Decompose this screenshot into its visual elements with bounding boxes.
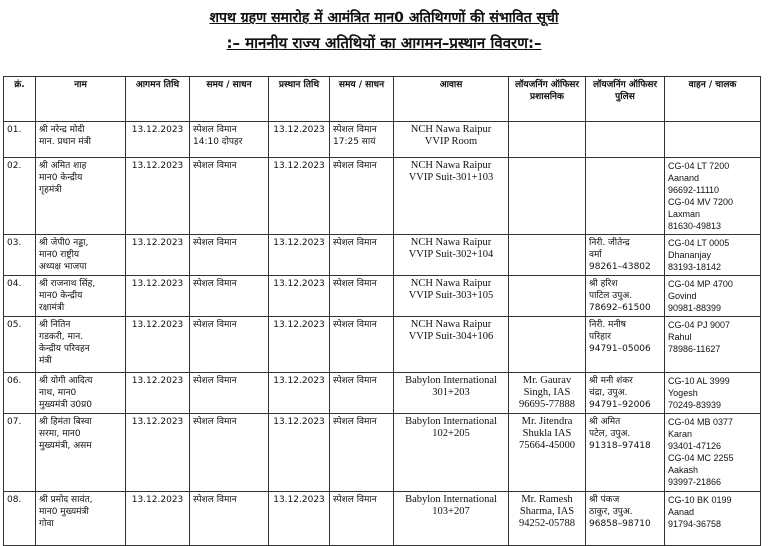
cell-departure-date: 13.12.2023 [269, 276, 330, 317]
table-row [4, 373, 761, 414]
cell-arrival-mode [190, 373, 269, 414]
cell-vehicle-line: 91794-36758 [668, 519, 722, 529]
cell-sno: 08. [4, 492, 36, 546]
cell-name-line: मुख्यमंत्री उ0प्र0 [39, 400, 92, 410]
cell-name-line: श्री योगी आदित्य [39, 376, 93, 386]
cell-departure-mode [330, 276, 394, 317]
cell-vehicle-line: 83193-18142 [668, 262, 722, 272]
cell-vehicle-line: Dhananjay [668, 250, 712, 260]
cell-stay [394, 373, 509, 414]
cell-liaison-police-line: 91318–97418 [589, 441, 651, 451]
column-header-vehicle: वाहन / चालक [665, 77, 761, 122]
cell-departure-mode-line: 17:25 सायं [333, 137, 376, 147]
cell-vehicle-line: CG-10 BK 0199 [668, 495, 732, 505]
cell-name-line: मान0 मुख्यमंत्री [39, 507, 89, 517]
cell-stay-line: Babylon International [405, 494, 497, 505]
cell-departure-date: 13.12.2023 [269, 317, 330, 373]
column-header-departure-mode: समय / साधन [330, 77, 394, 122]
cell-arrival-mode [190, 235, 269, 276]
cell-liaison-admin-line: Mr. Gaurav [522, 375, 572, 386]
cell-arrival-date: 13.12.2023 [126, 317, 190, 373]
cell-vehicle [665, 492, 761, 546]
cell-sno: 02. [4, 158, 36, 235]
cell-departure-mode-line: स्पेशल विमान [333, 161, 377, 171]
cell-liaison-admin-line: Sharma, IAS [519, 506, 575, 517]
cell-vehicle-line: Aanand [668, 173, 700, 183]
cell-arrival-mode [190, 492, 269, 546]
cell-sno: 04. [4, 276, 36, 317]
cell-departure-mode [330, 317, 394, 373]
cell-liaison-admin [509, 122, 586, 158]
column-header-stay: आवास [394, 77, 509, 122]
cell-liaison-police-line: पटेल, उपुअ. [589, 429, 631, 439]
column-header-arrival-mode: समय / साधन [190, 77, 269, 122]
cell-arrival-date: 13.12.2023 [126, 158, 190, 235]
cell-arrival-date: 13.12.2023 [126, 373, 190, 414]
cell-liaison-police-line: परिहार [589, 332, 611, 342]
cell-liaison-police [586, 122, 665, 158]
cell-liaison-admin-line: Shukla IAS [522, 428, 572, 439]
cell-name-line: श्री प्रमोद सावंत, [39, 495, 93, 505]
table-row [4, 414, 761, 492]
cell-departure-mode-line: स्पेशल विमान [333, 376, 377, 386]
cell-arrival-date: 13.12.2023 [126, 414, 190, 492]
cell-vehicle [665, 158, 761, 235]
cell-liaison-admin-line: 94252-05788 [519, 518, 575, 529]
cell-arrival-mode-line: स्पेशल विमान [193, 238, 237, 248]
cell-name [36, 414, 126, 492]
cell-liaison-police-line: ठाकुर, उपुअ. [589, 507, 633, 517]
cell-liaison-police-line: चंद्रा, उपुअ. [589, 388, 628, 398]
cell-name [36, 158, 126, 235]
cell-vehicle-line: CG-04 LT 7200 [668, 161, 730, 171]
cell-arrival-mode [190, 317, 269, 373]
cell-arrival-mode [190, 276, 269, 317]
cell-liaison-police-line: श्री अमित [589, 417, 621, 427]
cell-liaison-admin-line: 96695-77888 [519, 399, 575, 410]
cell-stay-line: VVIP Suit-302+104 [408, 249, 494, 260]
cell-departure-mode [330, 373, 394, 414]
cell-liaison-police [586, 414, 665, 492]
cell-liaison-police [586, 276, 665, 317]
cell-name-line: मंत्री [39, 356, 52, 366]
cell-name [36, 492, 126, 546]
cell-liaison-admin-line: Mr. Jitendra [521, 416, 573, 427]
cell-departure-mode-line: स्पेशल विमान [333, 279, 377, 289]
cell-stay [394, 276, 509, 317]
cell-arrival-mode [190, 414, 269, 492]
cell-vehicle-line: Yogesh [668, 388, 698, 398]
cell-arrival-mode-line: स्पेशल विमान [193, 495, 237, 505]
cell-vehicle-line: CG-04 MP 4700 [668, 279, 733, 289]
cell-liaison-police [586, 235, 665, 276]
cell-vehicle-line: Aanad [668, 507, 695, 517]
cell-liaison-admin [509, 235, 586, 276]
guest-schedule-table [3, 76, 761, 546]
cell-departure-date: 13.12.2023 [269, 492, 330, 546]
cell-departure-date: 13.12.2023 [269, 373, 330, 414]
cell-vehicle-line: 96692-11110 [668, 185, 720, 195]
cell-arrival-mode-line: स्पेशल विमान [193, 161, 237, 171]
cell-name-line: मान0 राष्ट्रीय [39, 250, 80, 260]
cell-departure-mode [330, 492, 394, 546]
cell-stay-line: VVIP Suit-304+106 [408, 331, 494, 342]
cell-stay [394, 235, 509, 276]
cell-departure-mode-line: स्पेशल विमान [333, 238, 377, 248]
cell-vehicle [665, 122, 761, 158]
cell-liaison-police [586, 373, 665, 414]
cell-arrival-mode-line: स्पेशल विमान [193, 376, 237, 386]
cell-name-line: गृहमंत्री [39, 185, 62, 195]
cell-liaison-police-line: 78692–61500 [589, 303, 651, 313]
cell-sno: 05. [4, 317, 36, 373]
cell-name [36, 122, 126, 158]
cell-vehicle-line: 78986-11627 [668, 344, 721, 354]
cell-name-line: मान0 केन्द्रीय [39, 291, 83, 301]
cell-liaison-admin-line: Mr. Ramesh [521, 494, 573, 505]
cell-stay-line: NCH Nawa Raipur [410, 278, 492, 289]
cell-arrival-mode-line: स्पेशल विमान [193, 417, 237, 427]
cell-sno: 01. [4, 122, 36, 158]
cell-name [36, 235, 126, 276]
cell-vehicle-line: 93401-47126 [668, 441, 722, 451]
cell-sno: 07. [4, 414, 36, 492]
cell-liaison-admin [509, 492, 586, 546]
cell-liaison-police-line: निरी. जीतेन्द्र [589, 238, 630, 248]
cell-stay [394, 158, 509, 235]
cell-vehicle [665, 373, 761, 414]
cell-liaison-admin [509, 414, 586, 492]
table-row [4, 317, 761, 373]
cell-vehicle-line: Govind [668, 291, 697, 301]
cell-liaison-police-line: पाटिल उपुअ. [589, 291, 633, 301]
cell-liaison-police-line: निरी. मनीष [589, 320, 626, 330]
cell-liaison-police-line: 96858–98710 [589, 519, 651, 529]
cell-stay-line: NCH Nawa Raipur [410, 319, 492, 330]
cell-arrival-date: 13.12.2023 [126, 122, 190, 158]
cell-liaison-admin [509, 373, 586, 414]
cell-departure-date: 13.12.2023 [269, 235, 330, 276]
cell-liaison-police-line: 94791–92006 [589, 400, 651, 410]
cell-departure-mode [330, 235, 394, 276]
cell-liaison-admin [509, 317, 586, 373]
cell-liaison-police [586, 317, 665, 373]
cell-liaison-police [586, 492, 665, 546]
cell-name [36, 276, 126, 317]
cell-arrival-mode-line: स्पेशल विमान [193, 125, 237, 135]
column-header-liaison-police: लॉयजनिंग ऑफिसर पुलिस [586, 77, 665, 122]
cell-departure-mode [330, 122, 394, 158]
cell-departure-date: 13.12.2023 [269, 414, 330, 492]
table-header-row [4, 77, 761, 122]
cell-stay-line: 103+207 [432, 506, 470, 517]
cell-departure-mode [330, 414, 394, 492]
cell-name [36, 317, 126, 373]
cell-name-line: सरमा, मान0 [39, 429, 81, 439]
cell-liaison-police-line: 94791–05006 [589, 344, 651, 354]
cell-vehicle-line: CG-10 AL 3999 [668, 376, 730, 386]
table-row [4, 276, 761, 317]
cell-stay [394, 317, 509, 373]
cell-stay-line: VVIP Suit-301+103 [408, 172, 494, 183]
cell-arrival-mode [190, 122, 269, 158]
column-header-sno: क्रं. [4, 77, 36, 122]
table-row [4, 158, 761, 235]
cell-vehicle [665, 317, 761, 373]
cell-name-line: श्री नितिन [39, 320, 71, 330]
cell-liaison-police-line: श्री पंकज [589, 495, 620, 505]
cell-vehicle [665, 276, 761, 317]
cell-liaison-admin [509, 276, 586, 317]
cell-liaison-admin-line: 75664-45000 [519, 440, 575, 451]
cell-name-line: मुख्यमंत्री, असम [39, 441, 92, 451]
cell-name-line: श्री नरेन्द्र मोदी [39, 125, 85, 135]
cell-name-line: नाथ, मान0 [39, 388, 77, 398]
cell-sno: 03. [4, 235, 36, 276]
cell-vehicle-line: CG-04 MB 0377 [668, 417, 734, 427]
cell-stay [394, 414, 509, 492]
cell-name-line: श्री जेपी0 नड्डा, [39, 238, 89, 248]
cell-stay [394, 492, 509, 546]
column-header-departure-date: प्रस्थान तिथि [269, 77, 330, 122]
cell-vehicle-line: 93997-21866 [668, 477, 722, 487]
table-body [4, 122, 761, 546]
cell-departure-mode-line: स्पेशल विमान [333, 320, 377, 330]
cell-liaison-admin-line: Singh, IAS [523, 387, 571, 398]
cell-arrival-mode-line: स्पेशल विमान [193, 279, 237, 289]
cell-vehicle-line: Laxman [668, 209, 701, 219]
cell-vehicle-line: Rahul [668, 332, 692, 342]
cell-liaison-admin [509, 158, 586, 235]
cell-stay-line: NCH Nawa Raipur [410, 237, 492, 248]
cell-arrival-date: 13.12.2023 [126, 235, 190, 276]
table-row [4, 492, 761, 546]
cell-name-line: श्री हिमंता बिस्वा [39, 417, 92, 427]
cell-name-line: श्री अमित शाह [39, 161, 87, 171]
cell-arrival-mode [190, 158, 269, 235]
column-header-name: नाम [36, 77, 126, 122]
cell-stay-line: NCH Nawa Raipur [410, 160, 492, 171]
cell-departure-mode [330, 158, 394, 235]
cell-liaison-police-line: 98261–43802 [589, 262, 651, 272]
cell-departure-mode-line: स्पेशल विमान [333, 125, 377, 135]
cell-stay-line: VVIP Suit-303+105 [408, 290, 494, 301]
table-row [4, 235, 761, 276]
document-title: शपथ ग्रहण समारोह में आमंत्रित मान0 अतिथिगणों की संभावित सूची [209, 10, 559, 26]
cell-vehicle-line: CG-04 MC 2255 [668, 453, 734, 463]
cell-liaison-police-line: श्री हरिश [589, 279, 618, 289]
cell-stay-line: VVIP Room [424, 136, 478, 147]
cell-name-line: मान0 केन्द्रीय [39, 173, 83, 183]
cell-stay [394, 122, 509, 158]
column-header-arrival-date: आगमन तिथि [126, 77, 190, 122]
cell-name [36, 373, 126, 414]
cell-name-line: केन्द्रीय परिवहन [39, 344, 90, 354]
cell-departure-date: 13.12.2023 [269, 122, 330, 158]
cell-liaison-police-line: श्री मनी शंकर [589, 376, 633, 386]
cell-vehicle-line: 70249-83939 [668, 400, 722, 410]
cell-vehicle-line: 90981-88399 [668, 303, 722, 313]
cell-vehicle-line: 81630-49813 [668, 221, 722, 231]
cell-liaison-police [586, 158, 665, 235]
cell-departure-mode-line: स्पेशल विमान [333, 417, 377, 427]
cell-stay-line: 301+203 [432, 387, 470, 398]
cell-name-line: गडकरी, मान. [39, 332, 84, 342]
cell-stay-line: Babylon International [405, 416, 497, 427]
cell-vehicle-line: CG-04 LT 0005 [668, 238, 730, 248]
cell-name-line: गोवा [39, 519, 54, 529]
cell-stay-line: NCH Nawa Raipur [410, 124, 492, 135]
cell-vehicle [665, 235, 761, 276]
cell-name-line: मान. प्रधान मंत्री [39, 137, 91, 147]
cell-vehicle-line: CG-04 MV 7200 [668, 197, 734, 207]
cell-departure-mode-line: स्पेशल विमान [333, 495, 377, 505]
cell-vehicle-line: Aakash [668, 465, 699, 475]
cell-arrival-date: 13.12.2023 [126, 276, 190, 317]
cell-liaison-police-line: वर्मा [589, 250, 602, 260]
cell-name-line: अध्यक्ष भाजपा [39, 262, 87, 272]
cell-arrival-mode-line: 14:10 दोपहर [193, 137, 243, 147]
cell-vehicle [665, 414, 761, 492]
cell-name-line: श्री राजनाथ सिंह, [39, 279, 96, 289]
cell-name-line: रक्षामंत्री [39, 303, 65, 313]
document-subtitle: :– माननीय राज्य अतिथियों का आगमन–प्रस्थान विवरण:– [226, 34, 542, 52]
cell-arrival-mode-line: स्पेशल विमान [193, 320, 237, 330]
cell-departure-date: 13.12.2023 [269, 158, 330, 235]
cell-stay-line: 102+205 [432, 428, 470, 439]
column-header-liaison-admin: लॉयजनिंग ऑफिसर प्रशासनिक [509, 77, 586, 122]
cell-stay-line: Babylon International [405, 375, 497, 386]
table-row [4, 122, 761, 158]
cell-vehicle-line: CG-04 PJ 9007 [668, 320, 731, 330]
cell-vehicle-line: Karan [668, 429, 693, 439]
cell-arrival-date: 13.12.2023 [126, 492, 190, 546]
cell-sno: 06. [4, 373, 36, 414]
